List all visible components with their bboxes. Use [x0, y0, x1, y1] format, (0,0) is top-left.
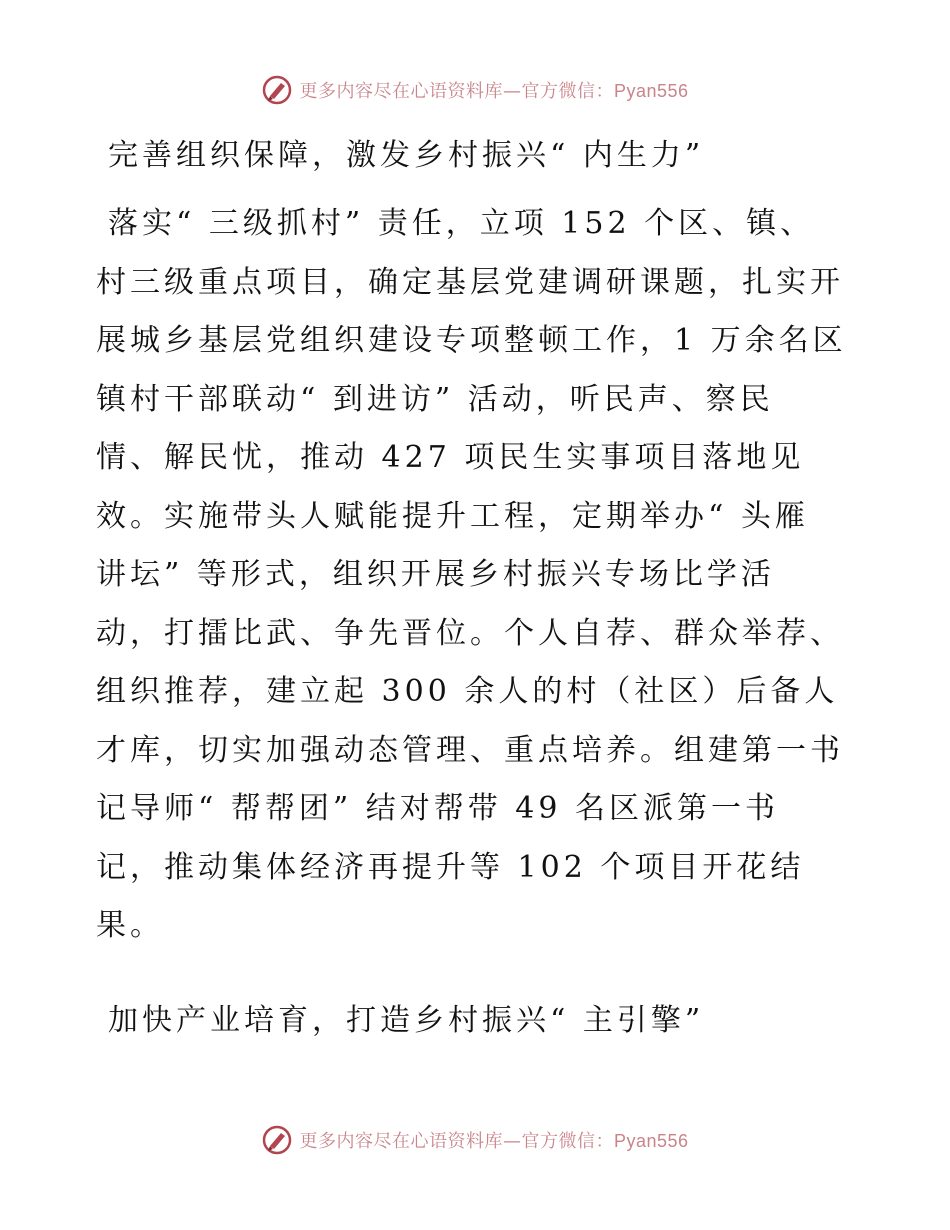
banner-wechat-id: Pyan556 [613, 81, 689, 101]
paragraph-line: 动，打擂比武、争先晋位。个人自荐、群众举荐、 [96, 615, 844, 651]
paragraph-line: 组织推荐，建立起 300 余人的村（社区）后备人 [96, 674, 839, 709]
paragraph-line: 才库，切实加强动态管理、重点培养。组建第一书 [96, 732, 844, 768]
paragraph-line: 果。 [96, 908, 164, 943]
section-heading-1: 完善组织保障，激发乡村振兴“ 内生力” [108, 138, 705, 173]
paragraph-line: 村三级重点项目，确定基层党建调研课题，扎实开 [96, 264, 844, 300]
paragraph-line: 效。实施带头人赋能提升工程，定期举办“ 头雁 [96, 498, 809, 534]
paragraph-line: 讲坛” 等形式，组织开展乡村振兴专场比学活 [96, 557, 775, 592]
paragraph-line: 情、解民忧，推动 427 项民生实事项目落地见 [96, 440, 805, 475]
banner-title: 更多内容尽在心语资料库 [299, 81, 503, 102]
section-heading-2: 加快产业培育，打造乡村振兴“ 主引擎” [108, 1003, 705, 1038]
paragraph-line: 记，推动集体经济再提升等 102 个项目开花结 [96, 849, 805, 885]
banner-separator: — [502, 81, 522, 102]
paragraph-line: 记导师“ 帮帮团” 结对帮带 49 名区派第一书 [96, 791, 779, 826]
paragraph-line: 落实“ 三级抓村” 责任，立项 152 个区、镇、 [108, 206, 815, 241]
pen-logo-icon [261, 1124, 293, 1156]
banner-wechat-label: 官方微信： [521, 1131, 614, 1152]
banner-wechat-id: Pyan556 [613, 1131, 689, 1151]
banner-separator: — [502, 1131, 522, 1152]
paragraph-line: 展城乡基层党组织建设专项整顿工作，1 万余名区 [96, 323, 847, 358]
footer-banner [0, 1120, 950, 1160]
banner-wechat-label: 官方微信： [521, 81, 614, 102]
body-paragraph [96, 195, 856, 956]
pen-logo-icon [261, 74, 293, 106]
paragraph-line: 镇村干部联动“ 到进访” 活动，听民声、察民 [96, 381, 774, 417]
header-banner [0, 70, 950, 110]
banner-title: 更多内容尽在心语资料库 [299, 1131, 503, 1152]
